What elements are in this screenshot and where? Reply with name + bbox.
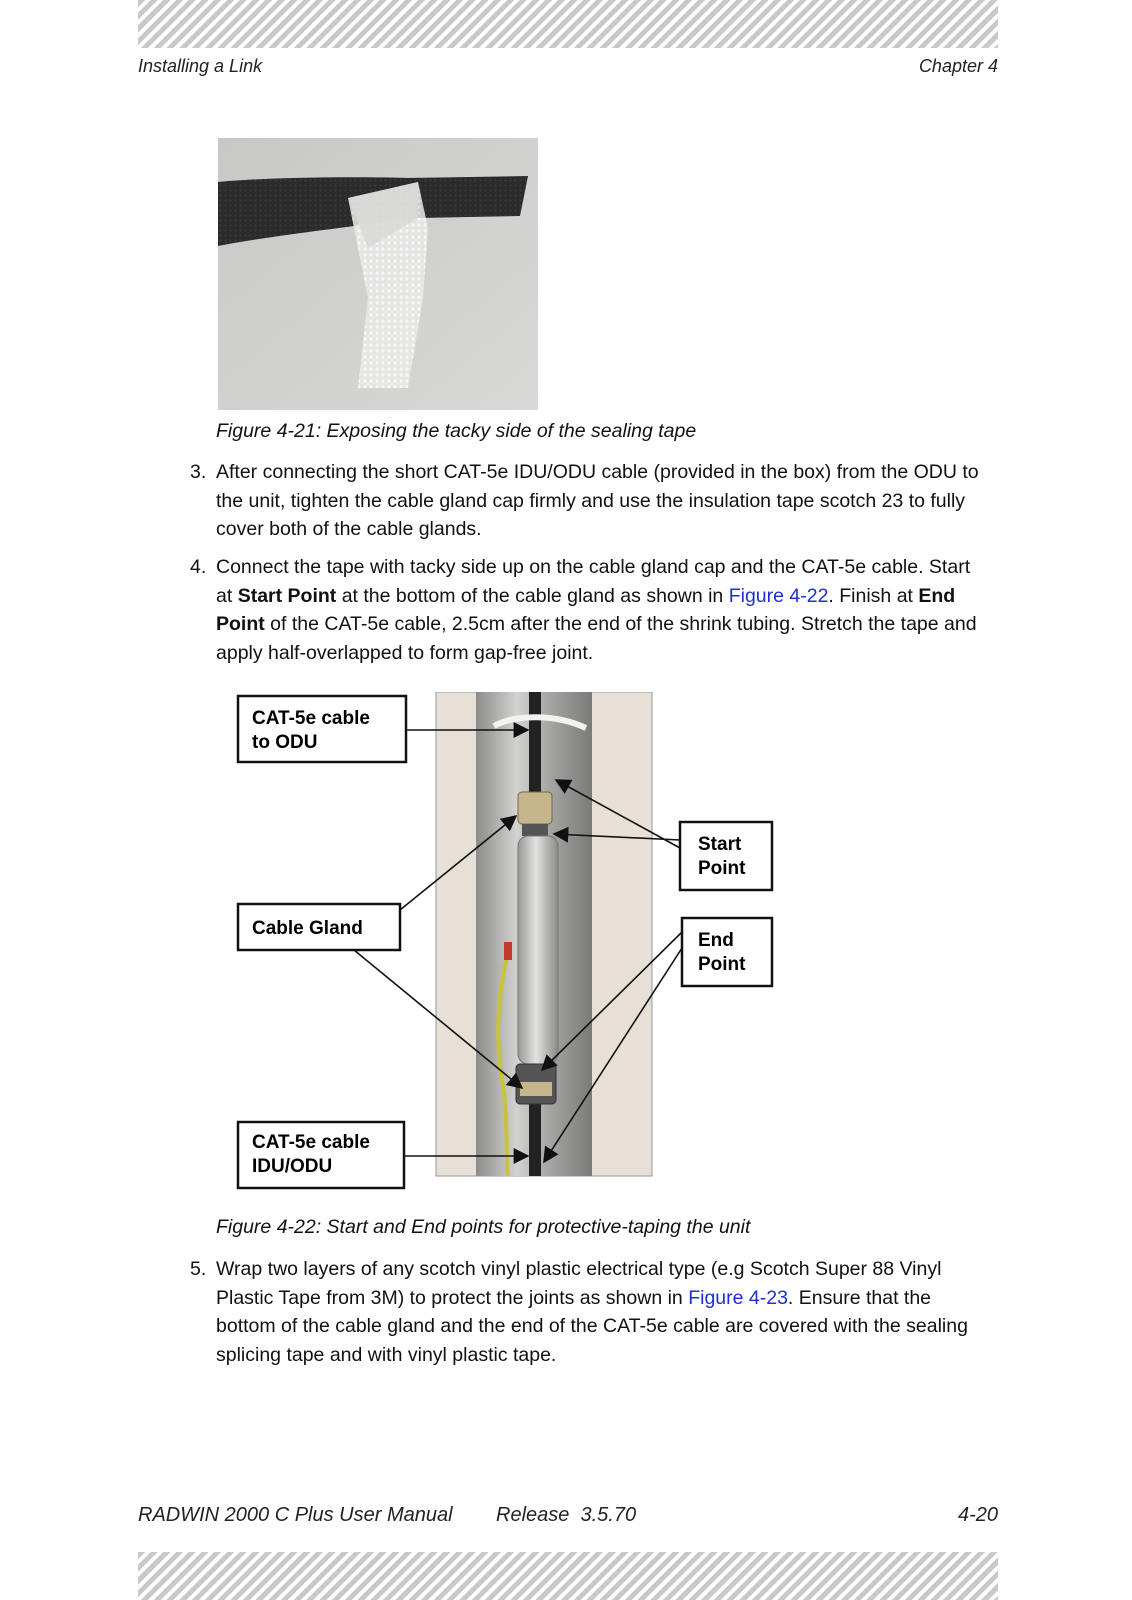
footer-hatch-bar: [138, 1552, 998, 1600]
label-cat5e-odu-line1: CAT-5e cable: [252, 708, 370, 729]
start-point-term: Start Point: [237, 584, 337, 607]
step-5-text: Wrap two layers of any scotch vinyl plastic electrical type (e.g Scotch Super 88 Vinyl Plastic Tape from 3M) to protect the joints as shown in Figure 4-23. Ensure that the bottom of the cable gland and the end of the CAT-5e cable are covered with the sealing splicing tape and with vinyl plastic tape.: [216, 1258, 968, 1366]
label-idu-line1: CAT-5e cable: [252, 1132, 370, 1153]
label-end-line1: End: [698, 930, 734, 951]
step-4: [190, 553, 990, 667]
label-cable-gland: Cable Gland: [252, 918, 363, 939]
running-header-section: Installing a Link: [138, 56, 263, 76]
label-cat5e-odu-line2: to ODU: [252, 732, 318, 753]
figure-4-22-link[interactable]: Figure 4-22: [728, 584, 829, 607]
step-3-text: After connecting the short CAT-5e IDU/ODU cable (provided in the box) from the ODU to the unit, tighten the cable gland cap firmly and use the insulation tape scotch 23 to fully cover both of the cable glands.: [216, 461, 979, 540]
footer-page-number: 4-20: [957, 1504, 998, 1526]
figure-4-22-caption: Figure 4-22: Start and End points for protective-taping the unit: [216, 1216, 751, 1238]
label-start-line1: Start: [698, 834, 742, 855]
step-3-number: 3.: [190, 461, 207, 483]
running-header-chapter: Chapter 4: [918, 56, 998, 76]
label-idu-line2: IDU/ODU: [252, 1156, 333, 1177]
figure-4-21-caption: Figure 4-21: Exposing the tacky side of the sealing tape: [216, 420, 697, 442]
step-5-number: 5.: [190, 1258, 207, 1280]
header-hatch-bar: [138, 0, 998, 48]
step-4-number: 4.: [190, 556, 207, 578]
sealing-tape-photo: [218, 138, 538, 410]
taping-points-figure: [236, 692, 792, 1196]
step-4-text: Connect the tape with tacky side up on the cable gland cap and the CAT-5e cable. Start at Start Point at the bottom of the cable gland as shown in Figure 4-22. Finish at End Point of the CAT-5e cable, 2.5cm after the end of the shrink tubing. Stretch the tape and apply half-overlapped to form gap-free joint.: [216, 556, 977, 664]
step-3: [190, 458, 990, 544]
footer-release: Release 3.5.70: [496, 1504, 637, 1526]
figure-4-23-link[interactable]: Figure 4-23: [688, 1286, 788, 1309]
footer-manual-title: RADWIN 2000 C Plus User Manual: [138, 1504, 453, 1526]
end-point-term: End Point: [216, 584, 956, 635]
step-5: [190, 1255, 990, 1369]
label-end-line2: Point: [698, 954, 746, 975]
label-start-line2: Point: [698, 858, 746, 879]
